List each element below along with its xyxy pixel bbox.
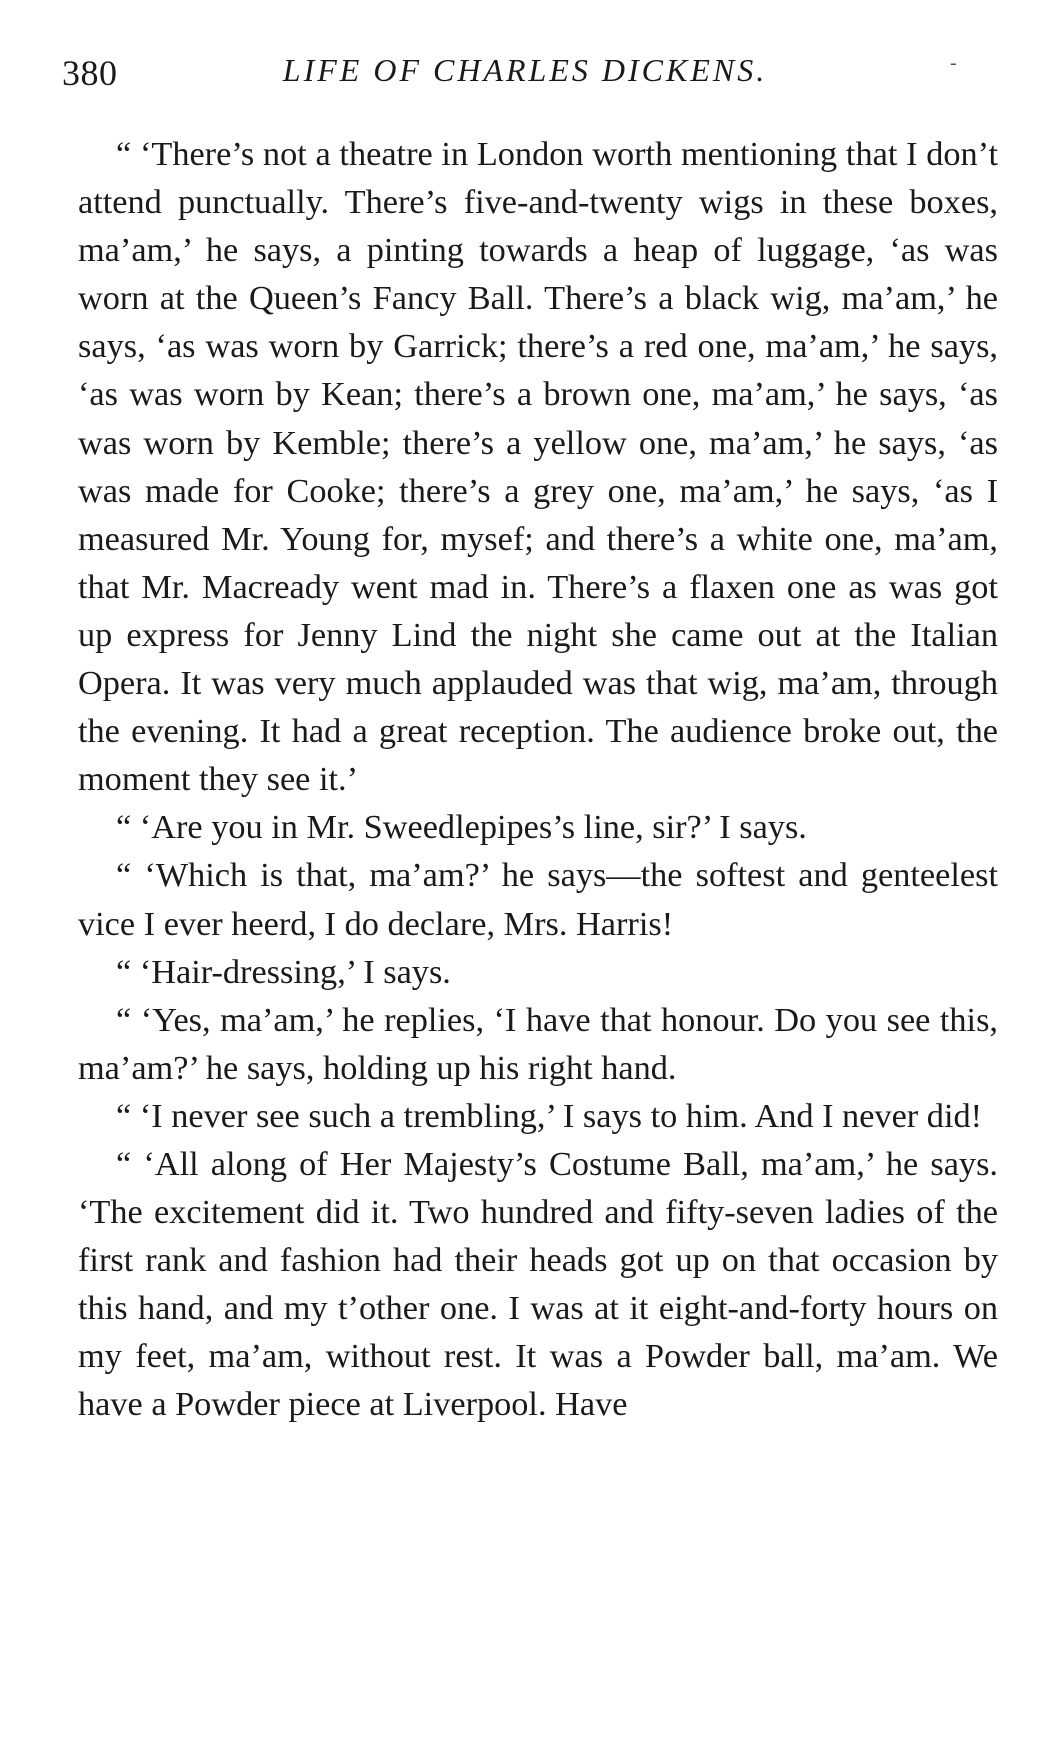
corner-mark: -: [950, 52, 957, 74]
paragraph-softest-vice: “ ‘Which is that, ma’am?’ he says—the softest and genteelest vice I ever heerd, I do declare, Mrs. Harris!: [78, 856, 998, 943]
paragraph-wig-speech: “ ‘There’s not a theatre in London worth mentioning that I don’t attend punctually. There’s five-and-twenty wigs in these boxes, ma’am,’ he says, a pinting towards a heap of luggage, ‘as was worn at the Queen’s Fancy Ball. There’s a black wig, ma’am,’ he says, ‘as was worn by Garrick; there’s a red one, ma’am,’ he says, ‘as was worn by Kean; there’s a brown one, ma’am,’ he says, ‘as was worn by Kemble; there’s a yellow one, ma’am,’ he says, ‘as was made for Cooke; there’s a grey one, ma’am,’ he says, ‘as I measured Mr. Young for, mysef; and there’s a white one, ma’am, that Mr. Macready went mad in. There’s a flaxen one as was got up express for Jenny Lind the night she came out at the Italian Opera. It was very much applauded was that wig, ma’am, through the evening. It had a great reception. The audience broke out, the moment they see it.’: [78, 135, 998, 799]
paragraph-costume-ball: “ ‘All along of Her Majesty’s Costume Ball, ma’am,’ he says. ‘The excitement did it. Two hundred and fifty-seven ladies of the first rank and fashion had their heads got up on that occasion by this hand, and my t’other one. I was at it eight-and-forty hours on my feet, ma’am, without rest. It was a Powder ball, ma’am. We have a Powder piece at Liverpool. Have: [78, 1144, 998, 1424]
paragraph-that-honour: “ ‘Yes, ma’am,’ he replies, ‘I have that honour. Do you see this, ma’am?’ he says, holding up his right hand.: [78, 1000, 998, 1087]
page-number: 380: [62, 53, 118, 93]
paragraph-trembling: “ ‘I never see such a trembling,’ I says to him. And I never did!: [116, 1096, 983, 1135]
running-head: [60, 50, 990, 94]
paragraph-sweedlepipes-question: “ ‘Are you in Mr. Sweedlepipes’s line, sir?’ I says.: [116, 808, 807, 847]
text-body: [78, 130, 998, 1429]
running-title: LIFE OF CHARLES DICKENS.: [282, 52, 768, 88]
paragraph-hair-dressing: “ ‘Hair-dressing,’ I says.: [116, 952, 451, 991]
